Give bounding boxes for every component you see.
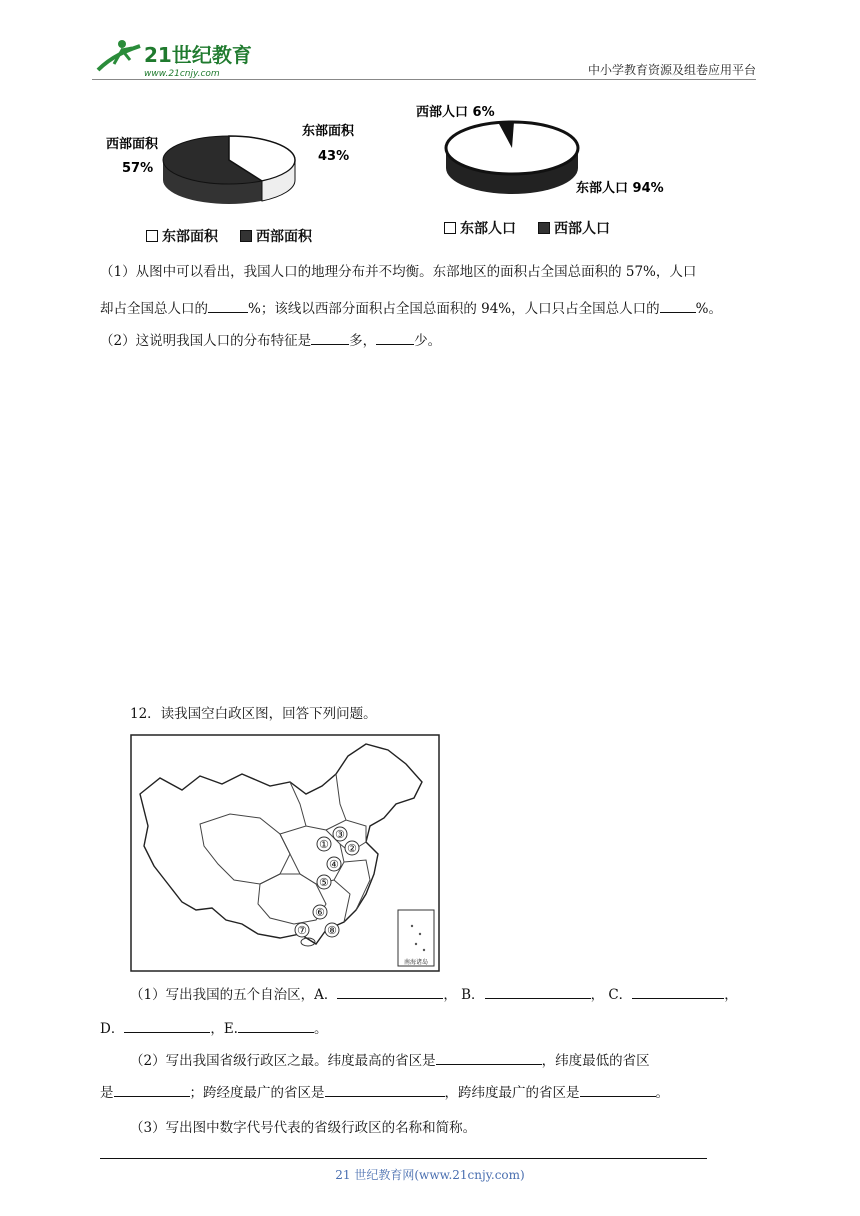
legend-swatch-east [444, 222, 456, 234]
q11-part1-line2 [100, 298, 722, 319]
q12-part3: （3）写出图中数字代号代表的省级行政区的名称和简称。 [130, 1120, 477, 1136]
q12-part1-line1 [130, 984, 738, 1005]
site-logo [92, 36, 262, 80]
answer-blank[interactable] [485, 984, 591, 999]
q11-part2 [100, 330, 441, 351]
map-number-2: ② [347, 842, 357, 855]
legend-label-east-population: 东部人口 [460, 221, 516, 237]
q12-text: 。 [655, 1085, 669, 1101]
header-divider [92, 79, 756, 80]
legend-label-west-population: 西部人口 [554, 221, 610, 237]
map-inset-caption: 南海诸岛 [404, 959, 429, 966]
map-number-5: ⑤ [319, 876, 329, 889]
q12-text: ， B． [443, 987, 485, 1003]
map-number-8: ⑧ [327, 924, 337, 937]
q12-title: 12．读我国空白政区图，回答下列问题。 [130, 706, 377, 722]
q12-text: ， C． [590, 987, 633, 1003]
q11-text: （2）这说明我国人口的分布特征是 [100, 333, 312, 349]
pie2-legend [444, 218, 610, 238]
pie1-label-east: 东部面积 [302, 124, 355, 139]
pie1-label-east-pct: 43% [318, 149, 350, 164]
pie1-label-west-pct: 57% [122, 161, 154, 176]
answer-blank[interactable] [311, 330, 349, 345]
q11-text: 却占全国总人口的 [100, 301, 208, 317]
answer-blank[interactable] [580, 1082, 656, 1097]
answer-blank[interactable] [238, 1018, 314, 1033]
logo-figure-head [118, 40, 126, 48]
answer-blank[interactable] [660, 298, 696, 313]
q12-text: 是 [100, 1085, 114, 1101]
pie-chart-area [163, 136, 295, 204]
pie2-label-west: 西部人口 6% [416, 105, 495, 120]
answer-blank[interactable] [114, 1082, 190, 1097]
q12-text: ， [724, 987, 738, 1003]
legend-swatch-west [240, 230, 252, 242]
legend-swatch-west [538, 222, 550, 234]
q12-part2-line1 [130, 1050, 650, 1071]
q12-part1-line2 [100, 1018, 327, 1039]
logo-url: www.21cnjy.com [144, 69, 220, 79]
footer-link[interactable]: 21 世纪教育网(www.21cnjy.com) [335, 1168, 525, 1182]
answer-blank[interactable] [208, 298, 248, 313]
legend-label-east-area: 东部面积 [162, 229, 218, 245]
map-number-4: ④ [329, 858, 339, 871]
answer-blank[interactable] [436, 1050, 542, 1065]
q11-text: %；该线以西部分面积占全国总面积的 94%，人口只占全国总人口的 [248, 301, 660, 317]
q12-text: （1）写出我国的五个自治区，A． [130, 987, 338, 1003]
pie1-label-west: 西部面积 [106, 137, 159, 152]
pie1-legend [146, 226, 312, 246]
answer-blank[interactable] [337, 984, 443, 999]
legend-label-west-area: 西部面积 [256, 229, 312, 245]
q11-text: 多， [349, 333, 377, 349]
q11-text: %。 [695, 301, 722, 317]
header-platform-text: 中小学教育资源及组卷应用平台 [587, 63, 756, 77]
answer-blank[interactable] [376, 330, 414, 345]
q11-text: 少。 [414, 333, 442, 349]
legend-swatch-east [146, 230, 158, 242]
q11-part1-line1: （1）从图中可以看出，我国人口的地理分布并不均衡。东部地区的面积占全国总面积的 57%，人口 [100, 264, 697, 280]
q12-text: ；跨经度最广的省区是 [189, 1085, 325, 1101]
q12-text: ，E. [210, 1021, 238, 1037]
map-number-6: ⑥ [315, 906, 325, 919]
q12-text: ，纬度最低的省区 [541, 1053, 650, 1069]
pie-chart-population [446, 122, 578, 194]
china-political-map [130, 734, 440, 972]
q12-part2-line2 [100, 1082, 669, 1103]
answer-blank[interactable] [632, 984, 724, 999]
map-number-1: ① [319, 838, 329, 851]
logo-text: 21世纪教育 [144, 43, 252, 67]
footer-divider [100, 1158, 707, 1159]
q12-text: （2）写出我国省级行政区之最。纬度最高的省区是 [130, 1053, 436, 1069]
q12-text: ，跨纬度最广的省区是 [444, 1085, 580, 1101]
answer-blank[interactable] [124, 1018, 210, 1033]
q12-text: D． [100, 1021, 125, 1037]
map-frame [131, 735, 439, 971]
map-number-3: ③ [335, 828, 345, 841]
map-number-7: ⑦ [297, 924, 307, 937]
q12-text: 。 [313, 1021, 328, 1037]
pie2-label-east: 东部人口 94% [576, 181, 664, 196]
answer-blank[interactable] [325, 1082, 445, 1097]
